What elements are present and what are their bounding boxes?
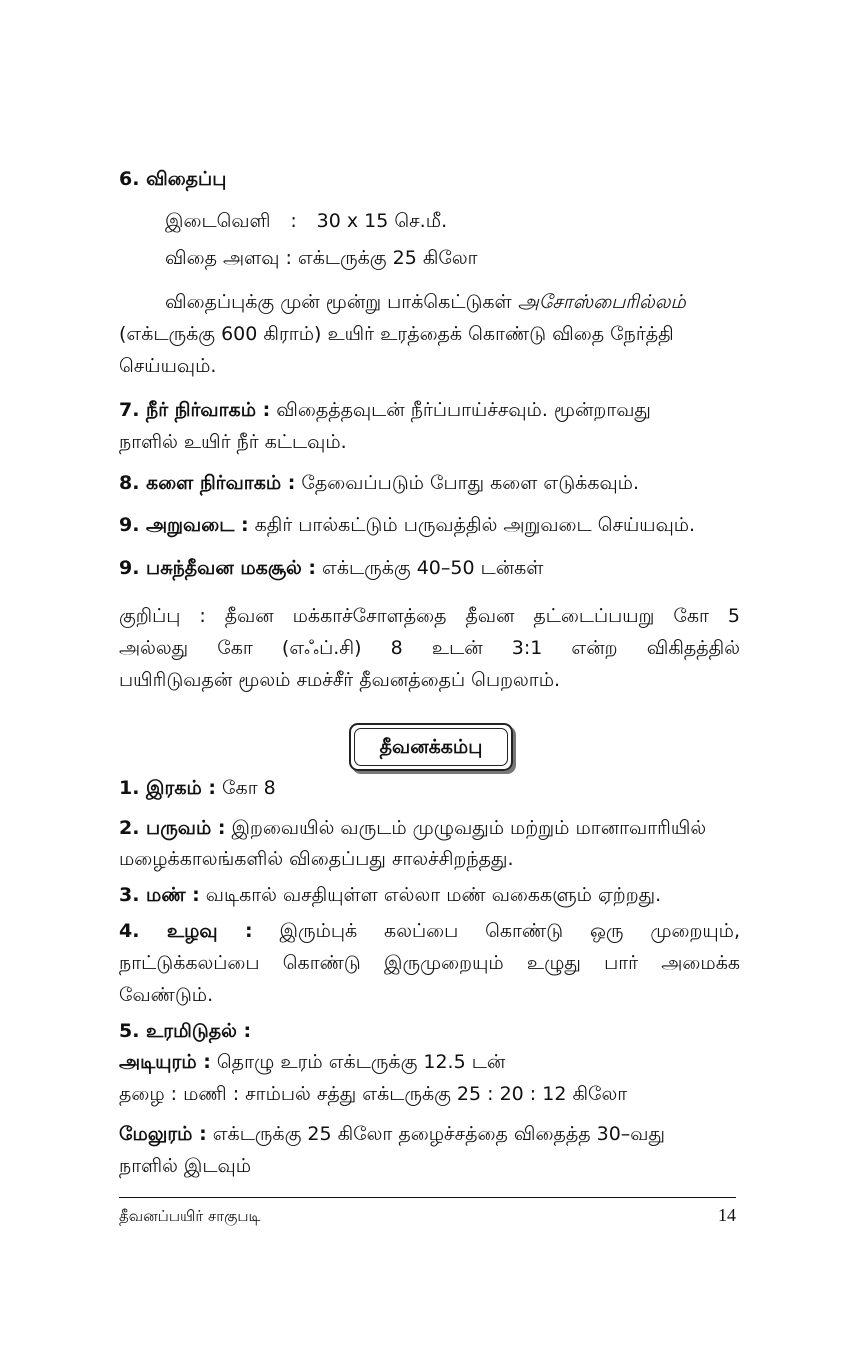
- footer-rule: [119, 1197, 736, 1198]
- season-line-2: மழைக்காலங்களில் விதைப்பது சாலச்சிறந்தது.: [119, 848, 514, 870]
- top-dressing-label: மேலுரம் :: [119, 1123, 207, 1145]
- spacing-label: இடைவெளி: [165, 210, 271, 232]
- biofertilizer-name: அசோஸ்பைரில்லம்: [517, 291, 686, 313]
- season-heading: 2. பருவம் :: [119, 817, 226, 839]
- ploughing-line-3: வேண்டும்.: [119, 984, 214, 1006]
- basal-dose-line: [119, 1046, 740, 1078]
- section-9-yield-line: [119, 552, 740, 584]
- section-9-harvest-heading: 9. அறுவடை :: [119, 514, 249, 536]
- treatment-text: விதைப்புக்கு முன் மூன்று பாக்கெட்டுகள்: [165, 291, 518, 313]
- top-dressing-text: எக்டருக்கு 25 கிலோ தழைச்சத்தை விதைத்த 30–வது: [206, 1123, 665, 1145]
- section-8-text: தேவைப்படும் போது களை எடுக்கவும்.: [295, 472, 639, 494]
- spacing-colon: :: [290, 210, 297, 232]
- soil-line: [119, 879, 740, 911]
- section-6-heading: [119, 163, 740, 195]
- manuring-heading: 5. உரமிடுதல் :: [119, 1020, 252, 1042]
- ploughing-text: இரும்புக் கலப்பை கொண்டு ஒரு முறையும்,: [252, 920, 740, 942]
- section-8-heading: 8. களை நிர்வாகம் :: [119, 472, 296, 494]
- section-9-yield-text: எக்டருக்கு 40–50 டன்கள்: [316, 557, 544, 579]
- section-9-harvest-line: [119, 509, 740, 541]
- variety-heading: 1. இரகம் :: [119, 777, 217, 799]
- ploughing-heading: 4. உழவு :: [119, 920, 253, 942]
- section-8-line: [119, 467, 740, 499]
- section-number: 6.: [119, 168, 140, 190]
- npk-line: தழை : மணி : சாம்பல் சத்து எக்டருக்கு 25 : 20 : 12 கிலோ: [119, 1083, 628, 1105]
- footer-title: தீவனப்பயிர் சாகுபடி: [119, 1207, 261, 1225]
- seed-treatment-line-3: செய்யவும்.: [119, 355, 217, 377]
- section-7-text: விதைத்தவுடன் நீர்ப்பாய்ச்சவும். மூன்றாவது: [270, 399, 651, 421]
- top-dressing-line-2: நாளில் இடவும்: [119, 1155, 252, 1177]
- crop-title: தீவனக்கம்பு: [354, 728, 508, 766]
- season-line-1: [119, 812, 740, 844]
- section-7-line-2: நாளில் உயிர் நீர் கட்டவும்.: [119, 431, 347, 453]
- section-9-harvest-text: கதிர் பால்கட்டும் பருவத்தில் அறுவடை செய்யவும்.: [248, 514, 696, 536]
- top-dressing-line-1: [119, 1118, 740, 1150]
- section-7-line-1: [119, 394, 740, 426]
- variety-text: கோ 8: [216, 777, 276, 799]
- soil-text: வடிகால் வசதியுள்ள எல்லா மண் வகைகளும் ஏற்றது.: [199, 884, 662, 906]
- page-number: 14: [718, 1205, 736, 1225]
- seed-treatment-line-2: (எக்டருக்கு 600 கிராம்) உயிர் உரத்தைக் கொண்டு விதை நேர்த்தி: [119, 323, 674, 345]
- basal-dose-label: அடியுரம் :: [119, 1051, 211, 1073]
- basal-dose-text: தொழு உரம் எக்டருக்கு 12.5 டன்: [210, 1051, 506, 1073]
- spacing-line: [165, 205, 740, 237]
- seed-treatment-line-1: [165, 286, 740, 318]
- ploughing-line-1: [119, 915, 740, 947]
- variety-line: [119, 772, 740, 804]
- note-line-2: அல்லது கோ (எஃப்.சி) 8 உடன் 3:1 என்ற விகிதத்தில்: [119, 637, 740, 659]
- season-text: இறவையில் வருடம் முழுவதும் மற்றும் மானாவாரியில்: [225, 817, 707, 839]
- section-9-yield-heading: 9. பசுந்தீவன மகசூல் :: [119, 557, 316, 579]
- section-7-heading: 7. நீர் நிர்வாகம் :: [119, 399, 271, 421]
- note-line-3: பயிரிடுவதன் மூலம் சமச்சீர் தீவனத்தைப் பெறலாம்.: [119, 669, 561, 691]
- section-title: விதைப்பு: [146, 168, 227, 190]
- spacing-value: 30 x 15 செ.மீ.: [316, 210, 448, 232]
- seed-rate-line: விதை அளவு : எக்டருக்கு 25 கிலோ: [165, 247, 478, 269]
- note-line-1: குறிப்பு : தீவன மக்காச்சோளத்தை தீவன தட்டைப்பயறு கோ 5: [119, 605, 740, 627]
- ploughing-line-2: நாட்டுக்கலப்பை கொண்டு இருமுறையும் உழுது பார் அமைக்க: [119, 952, 740, 974]
- soil-heading: 3. மண் :: [119, 884, 200, 906]
- crop-title-box: [349, 723, 513, 771]
